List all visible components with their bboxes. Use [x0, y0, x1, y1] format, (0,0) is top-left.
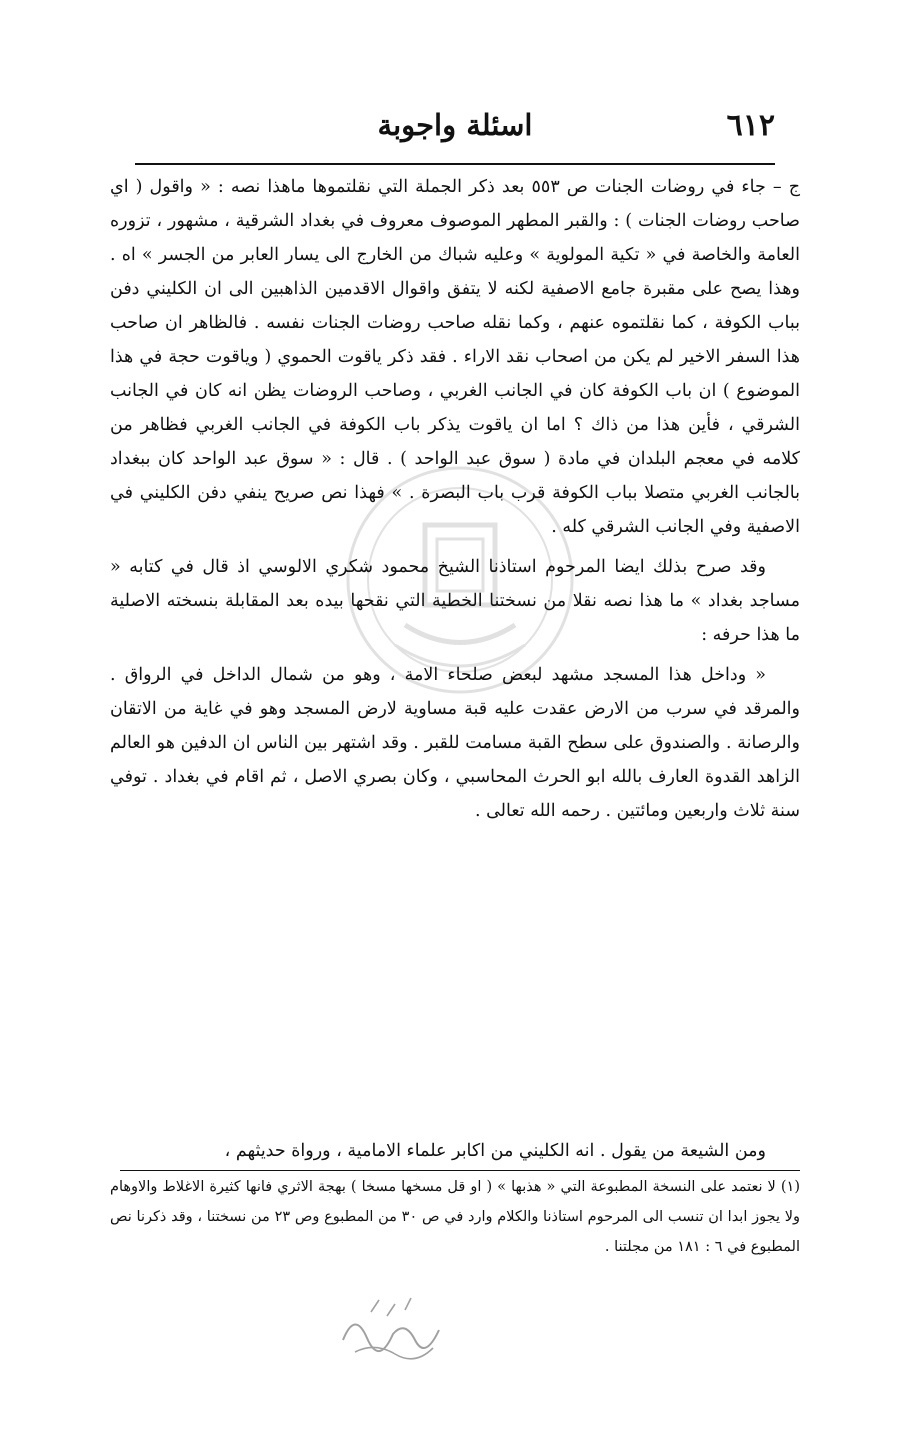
page-number: ٦١٢ — [726, 108, 775, 143]
handwritten-stamp-mark — [335, 1290, 445, 1370]
footnote-rule — [120, 1170, 800, 1171]
main-text — [110, 170, 800, 828]
page-header — [135, 104, 775, 154]
paragraph-alusi: وقد صرح بذلك ايضا المرحوم استاذنا الشيخ محمود شكري الالوسي اذ قال في كتابه « مساجد بغداد » ما هذا نصه نقلا من نسختنا الخطية التي نقحها بيده بعد المقابلة بنسخته الاصلية ما هذا حرفه : — [110, 557, 800, 645]
header-rule — [135, 163, 775, 165]
paragraph-answer: ج – جاء في روضات الجنات ص ٥٥٣ بعد ذكر الجملة التي نقلتموها ماهذا نصه : « واقول ( اي صاحب روضات الجنات ) : والقبر المطهر الموصوف معروف في بغداد الشرقية ، مشهور ، تزوره العامة والخاصة في « تكية المولوية » وعليه شباك من الخارج الى يسار العابر من الجسر » اه . وهذا يصح على مقبرة جامع الاصفية لكنه لا يتفق واقوال الاقدمين الذاهبين الى ان الكليني دفن بباب الكوفة ، كما نقلتموه عنهم ، وكما نقله صاحب روضات الجنات نفسه . فالظاهر ان صاحب هذا السفر الاخير لم يكن من اصحاب نقد الاراء . فقد ذكر ياقوت الحموي ( وياقوت حجة في هذا الموضوع ) ان باب الكوفة كان في الجانب الغربي ، وصاحب الروضات يظن انه كان في الجانب الشرقي ، فأين هذا من ذاك ؟ اما ان ياقوت يذكر باب الكوفة في الجانب الغربي فظاهر من كلامه في معجم البلدان في مادة ( سوق عبد الواحد ) . قال : « سوق عبد الواحد كان ببغداد بالجانب الغربي متصلا بباب الكوفة قرب باب البصرة . » فهذا نص صريح ينفي دفن الكليني في الاصفية وفي الجانب الشرقي كله . — [110, 177, 800, 537]
paragraph-shia-line: ومن الشيعة من يقول . انه الكليني من اكابر علماء الامامية ، ورواة حديثهم ، — [224, 1141, 766, 1161]
paragraph-quote: « وداخل هذا المسجد مشهد لبعض صلحاء الامة ، وهو من شمال الداخل في الرواق . والمرقد في سرب من الارض عقدت عليه قبة مساوية لارض المسجد وهو في غاية من الاتقان والرصانة . والصندوق على سطح القبة مسامت للقبر . وقد اشتهر بين الناس ان الدفين هو العالم الزاهد القدوة العارف بالله ابو الحرث المحاسبي ، وكان بصري الاصل ، ثم اقام في بغداد . توفي سنة ثلاث واربعين ومائتين . رحمه الله تعالى . — [110, 665, 800, 821]
running-title: اسئلة واجوبة — [377, 108, 533, 142]
footnote: (١) لا نعتمد على النسخة المطبوعة التي « هذبها » ( او قل مسخها مسخا ) بهجة الاثري فانها كثيرة الاغلاط والاوهام ولا يجوز ابدا ان تنسب الى المرحوم استاذنا والكلام وارد في ص ٣٠ من المطبوع وص ٢٣ من نسختنا ، وقد ذكرنا نص المطبوع في ٦ : ١٨١ من مجلتنا . — [110, 1179, 801, 1255]
